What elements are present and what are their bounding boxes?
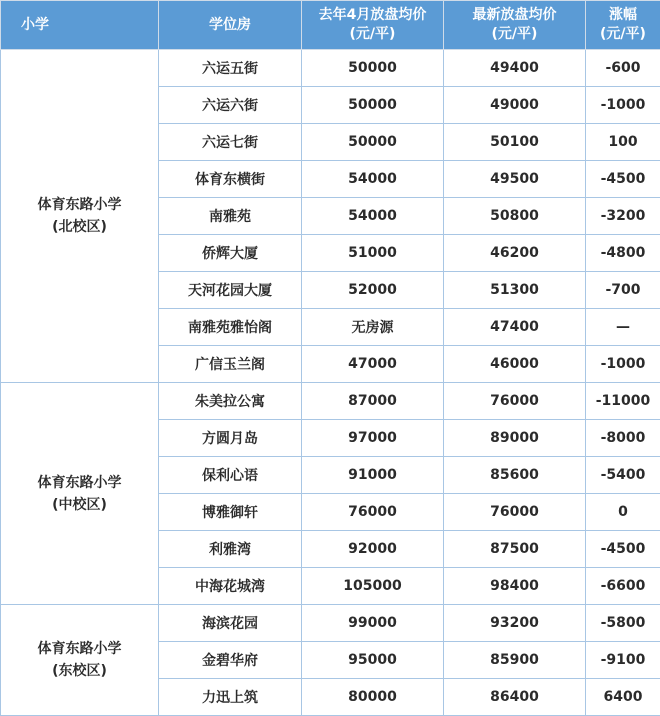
property-name-cell: 朱美拉公寓 — [159, 383, 302, 420]
property-name-cell: 保利心语 — [159, 457, 302, 494]
last-year-price-cell: 91000 — [302, 457, 444, 494]
price-change-cell: 0 — [586, 494, 660, 531]
last-year-price-cell: 50000 — [302, 87, 444, 124]
property-name-cell: 侨辉大厦 — [159, 235, 302, 272]
header-last-year-unit: (元/平) — [304, 25, 441, 44]
last-year-price-cell: 50000 — [302, 124, 444, 161]
property-name-cell: 南雅苑 — [159, 198, 302, 235]
price-change-cell: -3200 — [586, 198, 660, 235]
school-name: 体育东路小学 — [1, 472, 158, 494]
price-change-cell: -4500 — [586, 531, 660, 568]
price-change-cell: -5800 — [586, 605, 660, 642]
school-name: 体育东路小学 — [1, 638, 158, 660]
latest-price-cell: 85600 — [444, 457, 586, 494]
last-year-price-cell: 95000 — [302, 642, 444, 679]
last-year-price-cell: 105000 — [302, 568, 444, 605]
price-change-cell: -6600 — [586, 568, 660, 605]
school-campus: (中校区) — [1, 494, 158, 516]
last-year-price-cell: 54000 — [302, 161, 444, 198]
last-year-price-cell: 无房源 — [302, 309, 444, 346]
table-row — [1, 605, 660, 642]
price-change-cell: — — [586, 309, 660, 346]
latest-price-cell: 93200 — [444, 605, 586, 642]
latest-price-cell: 85900 — [444, 642, 586, 679]
property-name-cell: 博雅御轩 — [159, 494, 302, 531]
latest-price-cell: 76000 — [444, 494, 586, 531]
last-year-price-cell: 50000 — [302, 50, 444, 87]
property-name-cell: 海滨花园 — [159, 605, 302, 642]
latest-price-cell: 98400 — [444, 568, 586, 605]
school-cell — [1, 605, 159, 716]
latest-price-cell: 46200 — [444, 235, 586, 272]
property-name-cell: 金碧华府 — [159, 642, 302, 679]
table-body — [1, 50, 660, 716]
latest-price-cell: 50100 — [444, 124, 586, 161]
property-name-cell: 六运六街 — [159, 87, 302, 124]
latest-price-cell: 49000 — [444, 87, 586, 124]
table-header — [1, 1, 660, 50]
property-name-cell: 体育东横街 — [159, 161, 302, 198]
last-year-price-cell: 99000 — [302, 605, 444, 642]
header-change-unit: (元/平) — [588, 25, 658, 44]
last-year-price-cell: 54000 — [302, 198, 444, 235]
header-property: 学位房 — [159, 1, 302, 50]
last-year-price-cell: 87000 — [302, 383, 444, 420]
header-row — [1, 1, 660, 50]
property-name-cell: 六运七街 — [159, 124, 302, 161]
school-campus: (北校区) — [1, 216, 158, 238]
price-change-cell: -600 — [586, 50, 660, 87]
price-change-cell: -1000 — [586, 346, 660, 383]
last-year-price-cell: 47000 — [302, 346, 444, 383]
latest-price-cell: 76000 — [444, 383, 586, 420]
last-year-price-cell: 80000 — [302, 679, 444, 716]
latest-price-cell: 49400 — [444, 50, 586, 87]
latest-price-cell: 51300 — [444, 272, 586, 309]
property-name-cell: 方圆月岛 — [159, 420, 302, 457]
header-latest-price — [444, 1, 586, 50]
property-name-cell: 广信玉兰阁 — [159, 346, 302, 383]
latest-price-cell: 49500 — [444, 161, 586, 198]
property-name-cell: 中海花城湾 — [159, 568, 302, 605]
last-year-price-cell: 76000 — [302, 494, 444, 531]
latest-price-cell: 47400 — [444, 309, 586, 346]
latest-price-cell: 89000 — [444, 420, 586, 457]
price-change-cell: -9100 — [586, 642, 660, 679]
price-change-cell: -11000 — [586, 383, 660, 420]
price-change-cell: -4800 — [586, 235, 660, 272]
header-latest-title: 最新放盘均价 — [446, 6, 583, 25]
last-year-price-cell: 97000 — [302, 420, 444, 457]
property-name-cell: 利雅湾 — [159, 531, 302, 568]
price-change-cell: -8000 — [586, 420, 660, 457]
header-change — [586, 1, 660, 50]
price-change-cell: -5400 — [586, 457, 660, 494]
table-row — [1, 50, 660, 87]
school-cell — [1, 50, 159, 383]
latest-price-cell: 46000 — [444, 346, 586, 383]
property-name-cell: 六运五街 — [159, 50, 302, 87]
last-year-price-cell: 51000 — [302, 235, 444, 272]
header-last-year-title: 去年4月放盘均价 — [304, 6, 441, 25]
header-school: 小学 — [1, 1, 159, 50]
header-change-title: 涨幅 — [588, 6, 658, 25]
school-name: 体育东路小学 — [1, 194, 158, 216]
price-change-cell: -4500 — [586, 161, 660, 198]
school-cell — [1, 383, 159, 605]
header-latest-unit: (元/平) — [446, 25, 583, 44]
property-name-cell: 南雅苑雅怡阁 — [159, 309, 302, 346]
property-name-cell: 力迅上筑 — [159, 679, 302, 716]
price-change-cell: -1000 — [586, 87, 660, 124]
price-change-cell: -700 — [586, 272, 660, 309]
table-row — [1, 383, 660, 420]
property-name-cell: 天河花园大厦 — [159, 272, 302, 309]
last-year-price-cell: 52000 — [302, 272, 444, 309]
latest-price-cell: 50800 — [444, 198, 586, 235]
school-campus: (东校区) — [1, 660, 158, 682]
price-change-cell: 100 — [586, 124, 660, 161]
latest-price-cell: 86400 — [444, 679, 586, 716]
last-year-price-cell: 92000 — [302, 531, 444, 568]
header-last-year-price — [302, 1, 444, 50]
latest-price-cell: 87500 — [444, 531, 586, 568]
price-change-cell: 6400 — [586, 679, 660, 716]
